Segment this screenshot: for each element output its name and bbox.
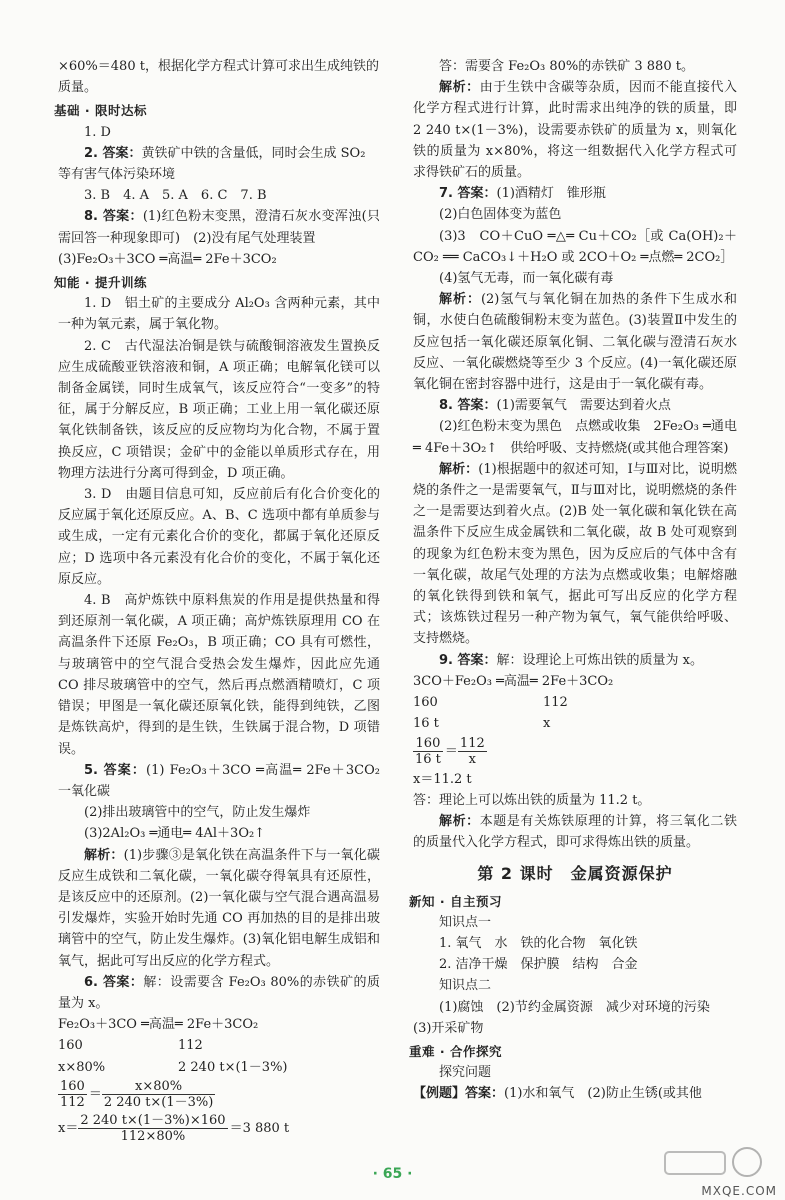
section-header: 知能 · 提升训练 [54,275,147,291]
proportion: $\frac{160}{112}$ ＝ $\frac{x\times 80\%}{2 240 t\times(1-3\%)}$ [60,1078,214,1110]
answer-text: 解：设需要含 Fe₂O₃ 80%的赤铁矿的质量为 x。 [58,974,380,1011]
analysis-text: (2)氢气与氧化铜在加热的条件下生成水和铜，水使白色硫酸铜粉末变为蓝色。(3)装置Ⅱ中发生的反应包括一氧化碳还原氧化铜、二氧化碳与澄清石灰水反应、一氧化碳燃烧等至少 3 个反应。(4)一氧化碳还原氧化铜在密封容器中进行，这是由于一氧化碳有毒。 [413,292,737,393]
answer-item: 2. C 古代湿法冶铜是铁与硫酸铜溶液发生置换反应生成硫酸亚铁溶液和铜，A 项正确；电解氧化镁可以制备金属镁，同时生成氧气，该反应符合“一变多”的特征，属于分解反应，B 项正确；工业上用一氧化碳还原氧化铁制备铁，该反应的反应物均为化合物，不属于置换反应，C 项错误；金矿中的金能以单质形式存在，用物理方法进行分离可得到金，D 项正确。 [58,338,380,481]
equation: 3CO＋Fe₂O₃ ═高温═ 2Fe＋3CO₂ [413,673,614,689]
answer-text: (1)需要氧气 需要达到着火点 [496,398,671,414]
fraction [58,1079,87,1110]
analysis-text: (1)根据题中的叙述可知，Ⅰ与Ⅲ对比，说明燃烧的条件之一是需要氧气，Ⅱ与Ⅲ对比，说明燃烧的条件之一是需要达到着火点。(2)B 处一氧化碳和氧化铁在高温条件下反应生成金属铁和二氧化碳，故 B 处可观察到的现象为红色粉末变为黑色，因为反应后的气体中含有一氧化碳，故尾气处理的方法为点燃或收集；电解熔融的氧化铁得到铁和氧气，据此可写出反应的化学方程式；该炼铁过程另一种产物为氧气，氧气能供给呼吸、支持燃烧。 [413,461,737,647]
analysis [413,77,737,183]
answer-text: (1)红色粉末变黑，澄清石灰水变浑浊(只需回答一种现象即可) (2)没有尾气处理装置 [58,209,380,246]
answer-text: (2)红色粉末变为黑色 点燃或收集 2Fe₂O₃ ═通电═ 4Fe＋3O₂↑ 供给呼吸、支持燃烧(或其他合理答案) [413,419,737,456]
left-column [54,56,394,1146]
lesson-heading: 第 2 课时 金属资源保护 [477,864,673,884]
denominator: 2 240 t×(1－3%) [103,1094,214,1110]
equation-cell: x×80% [58,1059,106,1075]
analysis-text: 由于生铁中含碳等杂质，因而不能直接代入化学方程式进行计算，此时需求出纯净的铁的质量，即 2 240 t×(1－3%)，设需要赤铁矿的质量为 x，则氧化铁的质量为 x×80%，将这一组数据代入化学方程式可求得铁矿石的质量。 [413,80,737,181]
equation-cell: 16 t [413,716,439,732]
equation: Fe₂O₃＋3CO ═高温═ 2Fe＋3CO₂ [58,1017,259,1033]
section-header: 重难 · 合作探究 [409,1043,502,1059]
answer-label: 6. 答案： [84,974,144,990]
equation-row [413,713,737,734]
answer-text: 答：需要含 Fe₂O₃ 80%的赤铁矿 3 880 t。 [439,59,694,74]
right-column [409,56,737,1105]
answer-text: (1)水和氧气 (2)防止生锈(或其他 [504,1086,702,1102]
text-line: 质量。 [58,80,98,96]
answer-text: (2)排出玻璃管中的空气，防止发生爆炸 [84,805,311,821]
page-number: · 65 · [372,1166,413,1182]
answer-item [58,760,394,802]
numerator: 2 240 t×(1－3%)×160 [80,1112,226,1128]
answer-item: 1. D 铝土矿的主要成分 Al₂O₃ 含两种元素，其中一种为氧元素，属于氧化物。 [58,296,380,333]
fraction [413,736,443,767]
analysis [413,289,737,395]
answer-text: (1) Fe₂O₃＋3CO ═高温═ 2Fe＋3CO₂ 一氧化碳 [58,762,394,799]
fraction [458,736,487,767]
answer-item: 1. 氧气 水 铁的化合物 氧化铁 [439,935,638,951]
equation-cell: x [543,716,551,732]
answer-item: 3. B 4. A 5. A 6. C 7. B [84,188,267,204]
answer-item [413,183,737,204]
equation-cell: 160 [58,1038,83,1054]
section-header: 基础 · 限时达标 [54,103,147,119]
subsection-title: 知识点一 [439,914,492,930]
equation: (3)2Al₂O₃ ═通电═ 4Al＋3O₂↑ [84,826,266,842]
fraction [102,1079,216,1110]
subsection-title: 探究问题 [439,1065,492,1081]
variable: x＝ [58,1120,79,1136]
equation: (3)Fe₂O₃＋3CO ═高温═ 2Fe＋3CO₂ [58,251,277,267]
watermark-text: MXQE.COM [701,1184,777,1198]
numerator: 160 [60,1078,85,1094]
answer-item [413,650,737,671]
denominator: 112 [60,1094,85,1110]
numerator: 160 [413,736,443,752]
answer-text: 答：理论上可以炼出铁的质量为 11.2 t。 [413,792,651,808]
answer-item [58,206,380,248]
analysis-text: (1)步骤③是氧化铁在高温条件下与一氧化碳反应生成铁和二氧化碳，一氧化碳夺得氧具有还原性，是该反应中的还原剂。(2)一氧化碳与空气混合遇高温易引发爆炸，实验开始时先通 CO 再加热的目的是排出玻璃管中的空气，防止发生爆炸。(3)氧化铝电解生成铝和氧气，据此可写出反应的化学方程式。 [58,847,380,969]
analysis-label: 解析： [439,292,481,308]
answer-label: 5. 答案： [84,762,146,778]
equation-row [413,692,737,713]
answer-text: (2)白色固体变为蓝色 [439,207,562,223]
text-line: 等有害气体污染环境 [58,167,176,183]
section-header: 新知 · 自主预习 [409,893,502,909]
equation-cell: 160 [413,695,438,711]
answer-text: (1)酒精灯 锥形瓶 [496,186,606,202]
answer-item: 2. 洁净干燥 保护膜 结构 合金 [439,957,638,973]
denominator: x [468,751,476,767]
answer-item: (3)开采矿物 [413,1020,484,1036]
answer-item [413,395,737,416]
answer-label: 8. 答案： [439,398,497,414]
answer-label: 9. 答案： [439,652,497,668]
answer-text: (4)氢气无毒，而一氧化碳有毒 [439,271,614,287]
answer-text: 黄铁矿中铁的含量低，同时会生成 SO₂ [141,145,366,161]
analysis [413,459,737,650]
equation-row [58,1035,380,1056]
answer-label: 2. 答案： [84,145,142,161]
equation-cell: 2 240 t×(1－3%) [178,1059,288,1075]
equation-cell: 112 [178,1038,203,1054]
answer-item: 4. B 高炉炼铁中原料焦炭的作用是提供热量和得到还原剂一氧化碳，A 项正确；高炉炼铁原理用 CO 在高温条件下还原 Fe₂O₃，B 项正确；CO 具有可燃性，与玻璃管中的空气混合受热会发生爆炸，因此应先通 CO 排尽玻璃管中的空气，然后再点燃酒精喷灯，C 项错误；甲图是一氧化碳还原氧化铁，能得到纯铁，乙图是炼铁高炉，得到的是生铁，生铁属于混合物，D 项错误。 [58,593,380,757]
proportion: $\frac{160}{16 t}$ ＝ $\frac{112}{x}$ [415,735,485,767]
answer-label: 7. 答案： [439,186,497,202]
answer-item: 1. D [84,124,111,140]
analysis-label: 解析： [439,461,479,477]
answer-item [58,972,380,1014]
equation-cell: 112 [543,695,568,711]
subsection-title: 知识点二 [439,978,492,994]
answer-label: 【例题】答案： [413,1086,505,1102]
result: ＝3 880 t [229,1120,290,1136]
result-equation: x＝11.2 t [413,771,472,787]
answer-label: 8. 答案： [84,209,143,225]
analysis-label: 解析： [439,813,480,829]
numerator: x×80% [102,1079,216,1095]
fraction [78,1113,227,1144]
denominator: 112×80% [120,1128,186,1144]
text-line: ×60%＝480 t，根据化学方程式计算可求出生成纯铁的 [58,59,379,74]
analysis [413,811,737,853]
denominator: 16 t [415,751,441,767]
equation-row [58,1057,380,1078]
analysis-label: 解析： [439,80,480,96]
answer-text: 解：设理论上可炼出铁的质量为 x。 [496,652,703,668]
equation: (3)3 CO＋CuO ═△═ Cu＋CO₂［或 Ca(OH)₂＋CO₂ ══ CaCO₃↓＋H₂O 或 2CO＋O₂ ═点燃═ 2CO₂］ [413,228,737,265]
result-equation [58,1112,380,1146]
analysis-label: 解析： [84,847,124,863]
answer-item [413,1083,737,1104]
answer-item: (1)腐蚀 (2)节约金属资源 减少对环境的污染 [439,999,710,1015]
numerator: 112 [459,735,485,751]
analysis [58,845,380,972]
answer-item: 3. D 由题目信息可知，反应前后有化合价变化的反应属于氧化还原反应。A、B、C 选项中都有单质参与或生成，一定有元素化合价的变化，都属于氧化还原反应；D 选项中各元素没有化合价的变化，不属于氧化还原反应。 [58,487,380,587]
analysis-text: 本题是有关炼铁原理的计算，将三氧化二铁的质量代入化学方程式，即可求得炼出铁的质量。 [413,813,737,851]
answer-item [58,143,380,164]
